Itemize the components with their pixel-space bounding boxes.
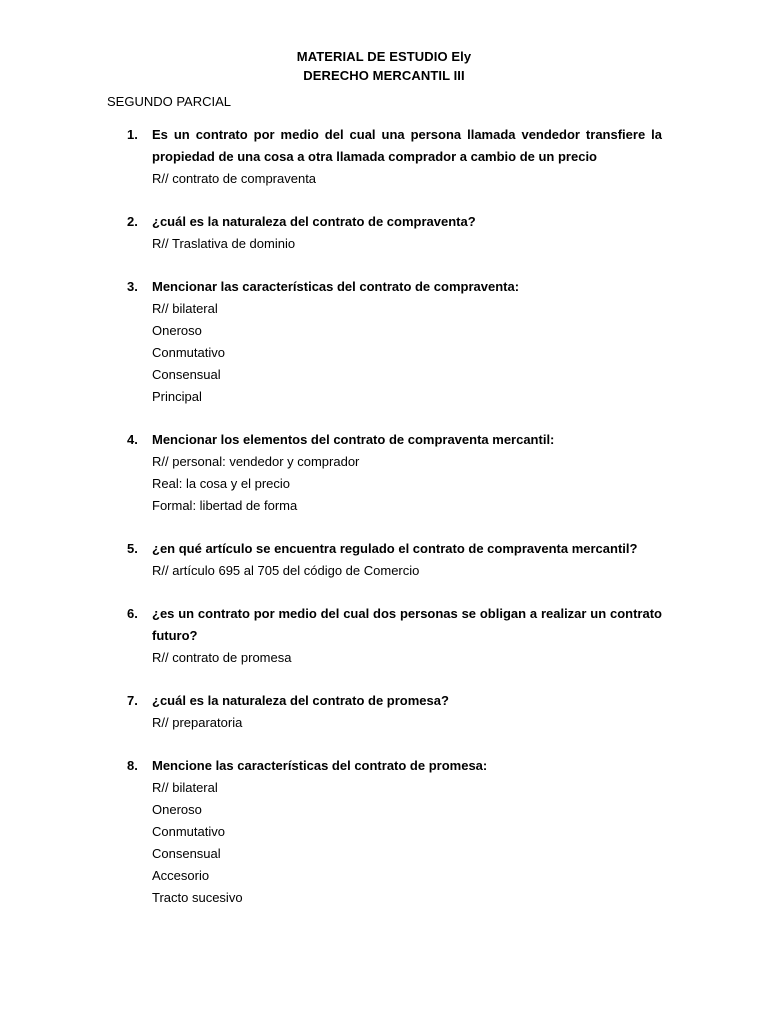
- question-item: [107, 276, 662, 408]
- question-list: [107, 124, 662, 930]
- answer-line: R// bilateral: [152, 780, 218, 795]
- question-item: [107, 429, 662, 517]
- answer-line: R// contrato de compraventa: [152, 171, 317, 186]
- answer-line: R// personal: vendedor y comprador: [152, 454, 360, 469]
- question-number: 1.: [127, 127, 138, 142]
- answer-line: R// bilateral: [152, 301, 218, 316]
- question-text: Es un contrato por medio del cual una persona llamada vendedor transfiere la propiedad de una cosa a otra llamada comprador a cambio de un precio: [152, 127, 662, 164]
- question-text: Mencionar las características del contrato de compraventa:: [152, 279, 520, 294]
- question-text: ¿en qué artículo se encuentra regulado el contrato de compraventa mercantil?: [152, 541, 638, 556]
- question-item: [107, 211, 662, 255]
- answer-line: Principal: [152, 389, 202, 404]
- question-item: [107, 538, 662, 582]
- question-text: ¿es un contrato por medio del cual dos personas se obligan a realizar un contrato futuro?: [152, 606, 662, 643]
- question-number: 8.: [127, 758, 138, 773]
- question-text: ¿cuál es la naturaleza del contrato de promesa?: [152, 693, 449, 708]
- question-number: 4.: [127, 432, 138, 447]
- document-title: [0, 47, 768, 85]
- answer-line: Accesorio: [152, 868, 210, 883]
- answer-line: Oneroso: [152, 802, 202, 817]
- answer-line: Real: la cosa y el precio: [152, 476, 291, 491]
- question-item: [107, 603, 662, 669]
- question-text: ¿cuál es la naturaleza del contrato de compraventa?: [152, 214, 476, 229]
- answer-line: Formal: libertad de forma: [152, 498, 298, 513]
- answer-line: Consensual: [152, 846, 221, 861]
- answer-line: Conmutativo: [152, 345, 225, 360]
- question-number: 5.: [127, 541, 138, 556]
- answer-line: Tracto sucesivo: [152, 890, 243, 905]
- question-text: Mencionar los elementos del contrato de compraventa mercantil:: [152, 432, 555, 447]
- question-text: Mencione las características del contrato de promesa:: [152, 758, 488, 773]
- answer-line: R// contrato de promesa: [152, 650, 292, 665]
- question-item: [107, 124, 662, 190]
- answer-line: R// preparatoria: [152, 715, 243, 730]
- question-item: [107, 690, 662, 734]
- answer-line: Oneroso: [152, 323, 202, 338]
- answer-line: Conmutativo: [152, 824, 225, 839]
- answer-line: R// Traslativa de dominio: [152, 236, 296, 251]
- question-number: 6.: [127, 606, 138, 621]
- title-line-2: DERECHO MERCANTIL III: [303, 68, 465, 83]
- question-item: [107, 755, 662, 909]
- title-line-1: MATERIAL DE ESTUDIO Ely: [296, 49, 472, 64]
- answer-line: R// artículo 695 al 705 del código de Comercio: [152, 563, 420, 578]
- question-number: 7.: [127, 693, 138, 708]
- document-subtitle: SEGUNDO PARCIAL: [107, 94, 232, 109]
- answer-line: Consensual: [152, 367, 221, 382]
- question-number: 3.: [127, 279, 138, 294]
- question-number: 2.: [127, 214, 138, 229]
